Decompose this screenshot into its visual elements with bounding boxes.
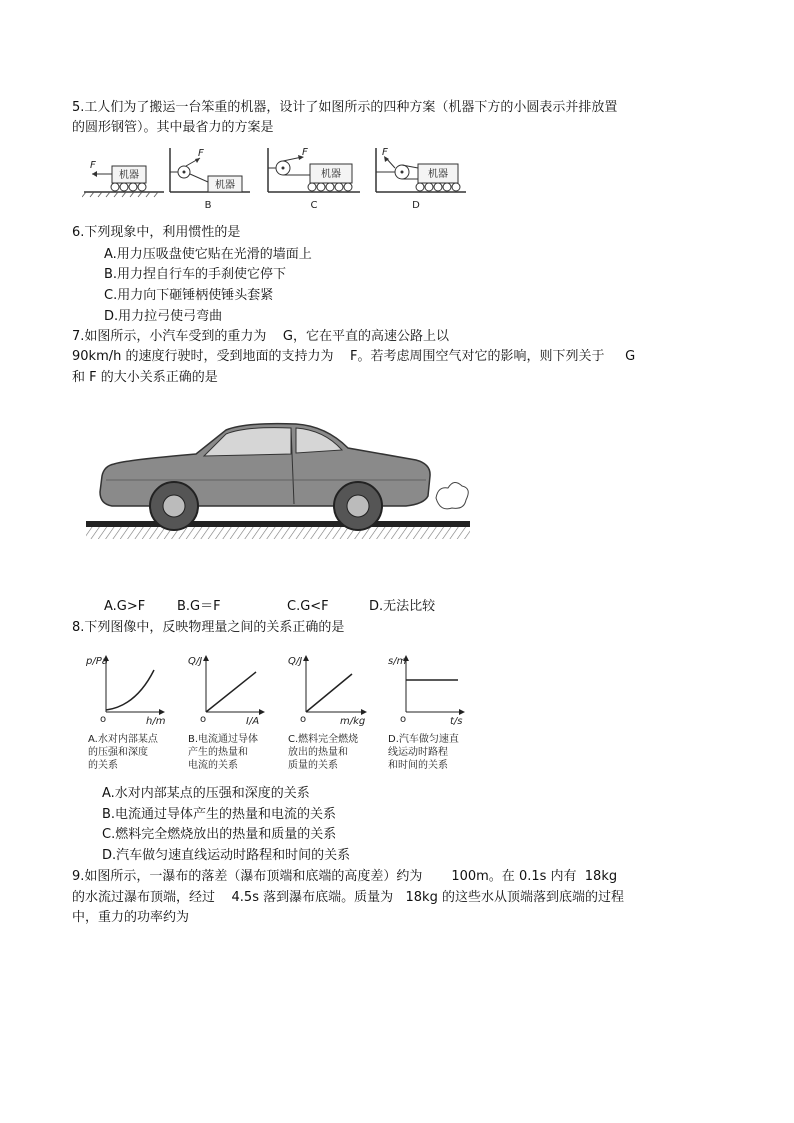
q8-xlabel-a: h/m [146, 716, 166, 727]
q5-panel-c [268, 147, 360, 211]
q7-option-a: A.G>F [104, 599, 146, 614]
q5-machine-label-c: 机器 [321, 169, 341, 180]
q8-ylabel-d: s/m [388, 656, 407, 667]
exhaust-cloud [436, 482, 468, 508]
q9-stem-line2: 的水流过瀑布顶端，经过 4.5s 落到瀑布底端。质量为 18kg 的这些水从顶端落到底端的过程 [72, 890, 624, 905]
q7-stem-line2: 90km/h 的速度行驶时，受到地面的支持力为 F。若考虑周围空气对它的影响，则下列关于 G [72, 349, 636, 364]
q8-caption-d-3: 和时间的关系 [388, 760, 448, 771]
q7-option-b: B.G＝F [177, 599, 221, 614]
q8-caption-d-2: 线运动时路程 [388, 747, 448, 758]
q8-origin-c: o [300, 714, 307, 725]
q5-machine-label-a: 机器 [119, 170, 139, 181]
q6-option-b: B.用力捏自行车的手刹使它停下 [104, 267, 287, 282]
q5-force-label-d: F [382, 147, 388, 158]
q5-stem-line2: 的圆形钢管）。其中最省力的方案是 [72, 120, 274, 135]
q8-caption-a-2: 的压强和深度 [88, 747, 148, 758]
q7-option-c: C.G<F [287, 599, 329, 614]
road-hatching [86, 527, 470, 539]
q5-force-label-c: F [302, 147, 308, 158]
q5-force-label-a: F [90, 160, 96, 171]
q7-stem-line3: 和 F 的大小关系正确的是 [72, 370, 218, 385]
q8-xlabel-d: t/s [450, 716, 463, 727]
q7-stem-line1: 7.如图所示，小汽车受到的重力为 G，它在平直的高速公路上以 [72, 329, 450, 344]
q8-caption-c-3: 质量的关系 [288, 760, 338, 771]
q5-panel-b [170, 148, 250, 211]
q8-caption-b-3: 电流的关系 [188, 760, 238, 771]
q7-option-d: D.无法比较 [369, 599, 436, 614]
q8-caption-c-1: C.燃料完全燃烧 [288, 734, 359, 745]
q8-option-b: B.电流通过导体产生的热量和电流的关系 [102, 807, 337, 822]
q8-option-a: A.水对内部某点的压强和深度的关系 [102, 786, 310, 801]
q8-caption-c-2: 放出的热量和 [288, 747, 348, 758]
q5-caption-d: D [412, 200, 420, 211]
q6-option-a: A.用力压吸盘使它贴在光滑的墙面上 [104, 247, 312, 262]
q9-stem-line1: 9.如图所示，一瀑布的落差（瀑布顶端和底端的高度差）约为 100m。在 0.1s 内有 18kg [72, 869, 618, 884]
q8-caption-d-1: D.汽车做匀速直 [388, 734, 459, 745]
q8-origin-b: o [200, 714, 207, 725]
q5-caption-b: B [204, 200, 212, 211]
q5-force-label-b: F [198, 148, 204, 159]
q8-option-c: C.燃料完全燃烧放出的热量和质量的关系 [102, 827, 337, 842]
q8-stem: 8.下列图像中，反映物理量之间的关系正确的是 [72, 620, 345, 635]
q8-caption-b-1: B.电流通过导体 [188, 734, 259, 745]
q8-ylabel-c: Q/J [288, 656, 303, 667]
q8-ylabel-b: Q/J [188, 656, 203, 667]
q5-panel-d [376, 147, 466, 211]
q8-curve-a [106, 670, 154, 710]
q8-xlabel-b: I/A [246, 716, 260, 727]
q5-panel-a [82, 160, 164, 197]
q5-machine-label-d: 机器 [428, 169, 448, 180]
q8-caption-a-3: 的关系 [88, 760, 118, 771]
road-surface [86, 521, 470, 527]
q8-origin-d: o [400, 714, 407, 725]
q8-graph-d [388, 656, 464, 771]
q6-stem: 6.下列现象中，利用惯性的是 [72, 225, 241, 240]
q8-origin-a: o [100, 714, 107, 725]
q5-machine-label-b: 机器 [215, 180, 235, 191]
q8-xlabel-c: m/kg [340, 716, 366, 727]
q8-line-c [306, 674, 352, 712]
q6-option-d: D.用力拉弓使弓弯曲 [104, 309, 223, 324]
q5-caption-c: C [310, 200, 318, 211]
q6-option-c: C.用力向下砸锤柄使锤头套紧 [104, 288, 274, 303]
q5-stem-line1: 5.工人们为了搬运一台笨重的机器，设计了如图所示的四种方案（机器下方的小圆表示并排放置 [72, 100, 618, 115]
q8-ylabel-a: p/Pa [86, 656, 108, 667]
q7-car-figure [86, 420, 472, 546]
q8-caption-a-1: A.水对内部某点 [88, 734, 158, 745]
q8-option-d: D.汽车做匀速直线运动时路程和时间的关系 [102, 848, 351, 863]
q8-graph-b [188, 656, 264, 771]
q8-caption-b-2: 产生的热量和 [188, 747, 248, 758]
q8-line-b [206, 672, 256, 712]
q8-graph-c [288, 656, 366, 771]
q5-figure [82, 146, 472, 214]
q8-graphs-figure [84, 652, 480, 776]
q9-stem-line3: 中，重力的功率约为 [72, 910, 190, 925]
q8-graph-a [85, 656, 166, 771]
